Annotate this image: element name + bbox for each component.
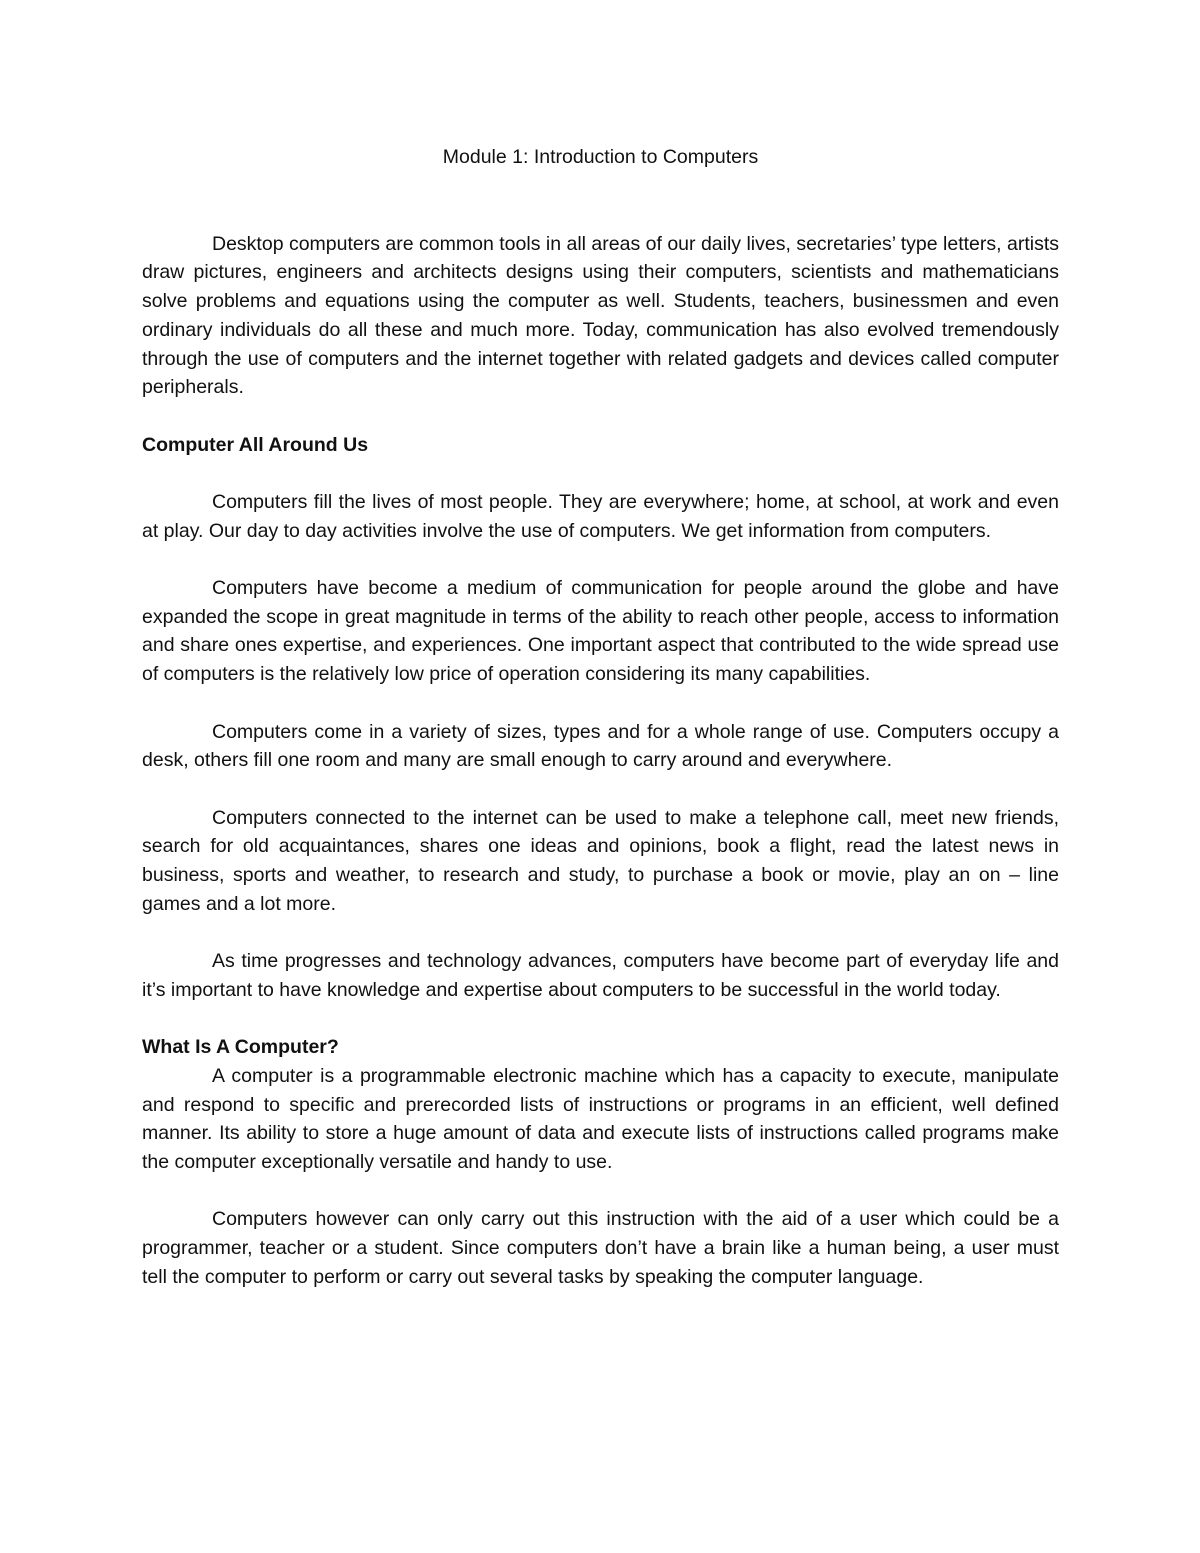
page-title: Module 1: Introduction to Computers xyxy=(442,146,759,168)
spacer xyxy=(142,402,1059,431)
spacer xyxy=(142,1005,1059,1034)
spacer xyxy=(142,689,1059,718)
heading-computer-all-around-us: Computer All Around Us xyxy=(142,433,369,456)
paragraph-medium-of-communication: Computers have become a medium of communication for people around the globe and have expanded the scope in great magnitude in terms of the ability to reach other people, access to information and share ones expertise, and experiences. One important aspect that contributed to the wide spread use of computers is the relatively low price of operation considering its many capabilities. xyxy=(142,577,1059,686)
paragraph-computers-fill-lives: Computers fill the lives of most people. They are everywhere; home, at school, at work and even at play. Our day to day activities involve the use of computers. We get information from computers. xyxy=(142,490,1059,542)
document-body xyxy=(142,140,1059,1292)
spacer xyxy=(142,918,1059,947)
paragraph-connected-to-internet: Computers connected to the internet can be used to make a telephone call, meet new friends, search for old acquaintances, shares one ideas and opinions, book a flight, read the latest news in business, sports and weather, to research and study, to purchase a book or movie, play an on – line games and a lot more. xyxy=(142,806,1059,915)
spacer xyxy=(142,545,1059,574)
paragraph-user-instructions: Computers however can only carry out this instruction with the aid of a user which could be a programmer, teacher or a student. Since computers don’t have a brain like a human being, a user must tell the computer to perform or carry out several tasks by speaking the computer language. xyxy=(142,1208,1059,1288)
paragraph-variety-of-sizes: Computers come in a variety of sizes, types and for a whole range of use. Computers occupy a desk, others fill one room and many are small enough to carry around and everywhere. xyxy=(142,720,1059,772)
spacer xyxy=(142,1177,1059,1206)
paragraph-desktop-computers: Desktop computers are common tools in all areas of our daily lives, secretaries’ type letters, artists draw pictures, engineers and architects designs using their computers, scientists and mathematicians solve problems and equations using the computer as well. Students, teachers, businessmen and even ordinary individuals do all these and much more. Today, communication has also evolved tremendously through the use of computers and the internet together with related gadgets and devices called computer peripherals. xyxy=(142,232,1059,399)
spacer xyxy=(142,172,1059,230)
heading-what-is-a-computer: What Is A Computer? xyxy=(142,1036,339,1059)
paragraph-computer-definition: A computer is a programmable electronic machine which has a capacity to execute, manipulate and respond to specific and prerecorded lists of instructions or programs in an efficient, well defined manner. Its ability to store a huge amount of data and execute lists of instructions called programs make the computer exceptionally versatile and handy to use. xyxy=(142,1064,1059,1174)
paragraph-time-progresses: As time progresses and technology advances, computers have become part of everyday life and it’s important to have knowledge and expertise about computers to be successful in the world today. xyxy=(142,950,1059,1001)
spacer xyxy=(142,775,1059,804)
spacer xyxy=(142,459,1059,488)
